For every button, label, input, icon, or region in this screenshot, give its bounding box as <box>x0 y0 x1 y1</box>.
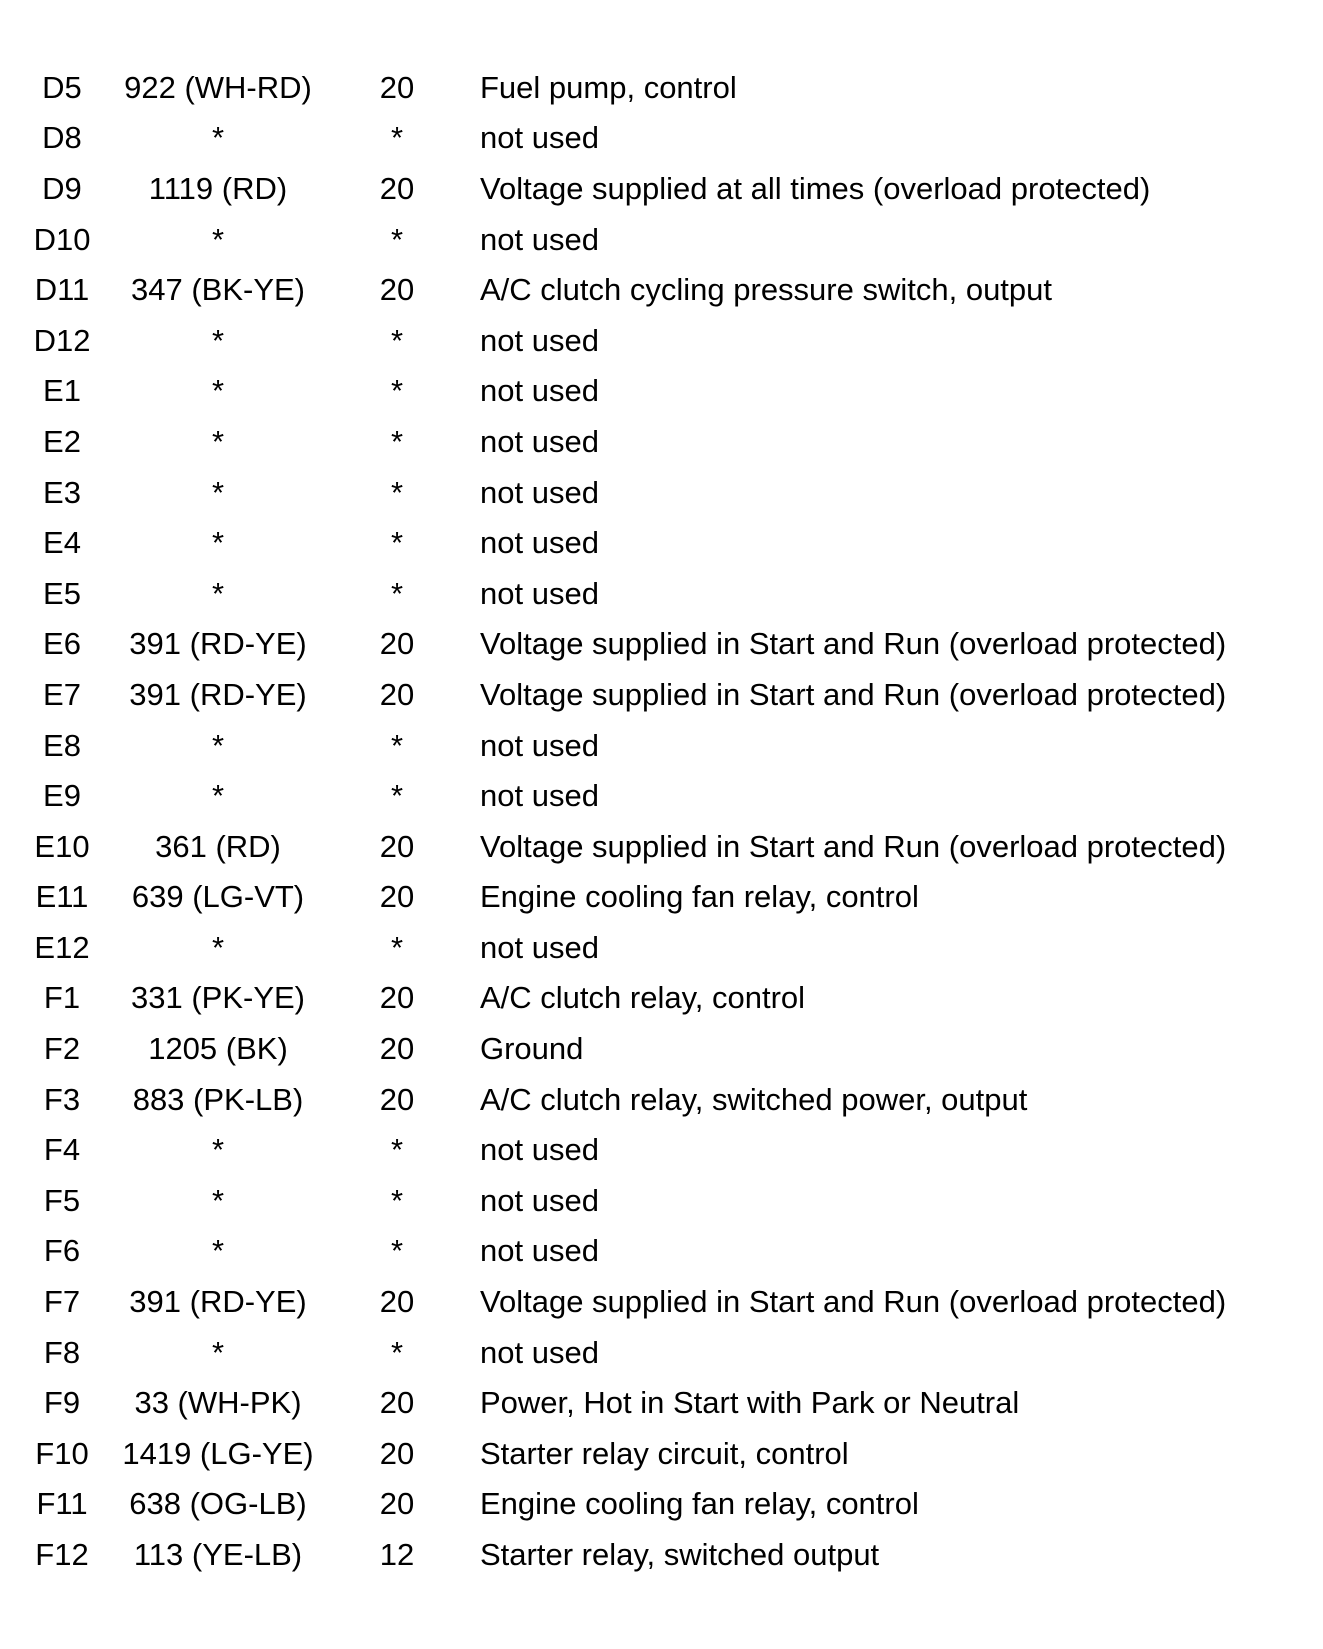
gauge-cell: 20 <box>379 1435 415 1471</box>
pin-cell: F10 <box>35 1435 89 1471</box>
table-row <box>17 264 1323 315</box>
pin-cell: F1 <box>43 980 81 1016</box>
circuit-cell: * <box>211 575 225 611</box>
circuit-cell: 391 (RD-YE) <box>129 1284 307 1320</box>
function-cell: Engine cooling fan relay, control <box>480 879 919 915</box>
table-row <box>17 1023 1323 1074</box>
gauge-cell: * <box>390 525 404 561</box>
table-row <box>17 619 1323 670</box>
gauge-cell: 20 <box>379 828 415 864</box>
table-row <box>17 1428 1323 1479</box>
function-cell: not used <box>480 929 599 965</box>
circuit-cell: 113 (YE-LB) <box>133 1537 303 1573</box>
pin-cell: D10 <box>33 221 91 257</box>
pin-cell: D9 <box>42 170 82 206</box>
circuit-cell: 391 (RD-YE) <box>129 626 307 662</box>
table-row <box>17 669 1323 720</box>
function-cell: Voltage supplied at all times (overload protected) <box>480 170 1151 206</box>
circuit-cell: * <box>211 727 225 763</box>
circuit-cell: 391 (RD-YE) <box>129 676 307 712</box>
circuit-cell: * <box>211 525 225 561</box>
gauge-cell: 20 <box>379 69 415 105</box>
function-cell: Voltage supplied in Start and Run (overload protected) <box>480 626 1227 662</box>
gauge-cell: * <box>390 474 404 510</box>
pin-cell: F6 <box>43 1233 81 1269</box>
circuit-cell: * <box>211 929 225 965</box>
gauge-cell: 20 <box>379 1284 415 1320</box>
table-row <box>17 973 1323 1024</box>
pin-cell: F9 <box>43 1385 81 1421</box>
gauge-cell: * <box>390 1182 404 1218</box>
table-row <box>17 720 1323 771</box>
table-row <box>17 770 1323 821</box>
table-row <box>17 1074 1323 1125</box>
pin-cell: D8 <box>42 120 82 156</box>
gauge-cell: * <box>390 1334 404 1370</box>
pin-cell: E2 <box>43 423 81 459</box>
table-row <box>17 1327 1323 1378</box>
circuit-cell: * <box>211 322 225 358</box>
circuit-cell: 361 (RD) <box>155 828 281 864</box>
gauge-cell: * <box>390 727 404 763</box>
table-row <box>17 1124 1323 1175</box>
function-cell: Fuel pump, control <box>480 69 737 105</box>
pin-cell: D5 <box>42 69 82 105</box>
pin-cell: D12 <box>33 322 91 358</box>
pin-cell: E3 <box>43 474 81 510</box>
pin-cell: F12 <box>35 1537 89 1573</box>
circuit-cell: * <box>211 221 225 257</box>
function-cell: Engine cooling fan relay, control <box>480 1486 919 1522</box>
pin-cell: E1 <box>43 373 81 409</box>
pin-cell: F2 <box>43 1031 81 1067</box>
gauge-cell: * <box>390 221 404 257</box>
circuit-cell: * <box>211 1182 225 1218</box>
pin-cell: E12 <box>34 929 90 965</box>
gauge-cell: 20 <box>379 1486 415 1522</box>
table-row <box>17 163 1323 214</box>
table-row <box>17 517 1323 568</box>
table-row <box>17 922 1323 973</box>
gauge-cell: * <box>390 778 404 814</box>
function-cell: A/C clutch relay, control <box>480 980 806 1016</box>
function-cell: not used <box>480 1233 599 1269</box>
function-cell: not used <box>480 727 599 763</box>
function-cell: Power, Hot in Start with Park or Neutral <box>480 1385 1020 1421</box>
table-row <box>17 467 1323 518</box>
circuit-cell: 331 (PK-YE) <box>130 980 305 1016</box>
pin-cell: F7 <box>43 1284 81 1320</box>
pin-cell: E4 <box>43 525 81 561</box>
function-cell: not used <box>480 1182 599 1218</box>
circuit-cell: 33 (WH-PK) <box>134 1385 302 1421</box>
circuit-cell: 639 (LG-VT) <box>131 879 305 915</box>
pin-cell: E8 <box>43 727 81 763</box>
function-cell: Voltage supplied in Start and Run (overload protected) <box>480 828 1227 864</box>
table-row <box>17 1175 1323 1226</box>
table-row <box>17 1377 1323 1428</box>
circuit-cell: 1119 (RD) <box>148 170 288 206</box>
function-cell: not used <box>480 373 599 409</box>
circuit-cell: 1205 (BK) <box>148 1031 288 1067</box>
pin-cell: F5 <box>43 1182 81 1218</box>
table-row <box>17 821 1323 872</box>
table-row <box>17 568 1323 619</box>
circuit-cell: 638 (OG-LB) <box>129 1486 307 1522</box>
pin-cell: E9 <box>43 778 81 814</box>
pin-cell: E11 <box>35 879 89 915</box>
table-row <box>17 1529 1323 1580</box>
pin-cell: E10 <box>34 828 90 864</box>
gauge-cell: * <box>390 322 404 358</box>
circuit-cell: * <box>211 1132 225 1168</box>
circuit-cell: * <box>211 778 225 814</box>
function-cell: not used <box>480 525 599 561</box>
pin-cell: F4 <box>43 1132 81 1168</box>
gauge-cell: * <box>390 120 404 156</box>
table-row <box>17 62 1323 113</box>
circuit-cell: 1419 (LG-YE) <box>122 1435 314 1471</box>
table-row <box>17 1276 1323 1327</box>
pin-cell: F3 <box>43 1081 81 1117</box>
gauge-cell: * <box>390 423 404 459</box>
table-row <box>17 1479 1323 1530</box>
gauge-cell: 20 <box>379 879 415 915</box>
table-row <box>17 1226 1323 1277</box>
circuit-cell: * <box>211 120 225 156</box>
function-cell: not used <box>480 575 599 611</box>
pin-cell: E7 <box>43 676 81 712</box>
circuit-cell: * <box>211 1233 225 1269</box>
table-row <box>17 113 1323 164</box>
gauge-cell: 20 <box>379 1081 415 1117</box>
function-cell: not used <box>480 778 599 814</box>
gauge-cell: 20 <box>379 1031 415 1067</box>
gauge-cell: * <box>390 373 404 409</box>
gauge-cell: 20 <box>379 1385 415 1421</box>
table-row <box>17 214 1323 265</box>
function-cell: not used <box>480 221 599 257</box>
pin-cell: D11 <box>34 272 90 308</box>
pin-cell: E6 <box>43 626 81 662</box>
function-cell: not used <box>480 474 599 510</box>
function-cell: Starter relay, switched output <box>480 1537 880 1573</box>
circuit-cell: * <box>211 1334 225 1370</box>
function-cell: Voltage supplied in Start and Run (overload protected) <box>480 676 1227 712</box>
gauge-cell: 20 <box>379 626 415 662</box>
pin-cell: F8 <box>43 1334 81 1370</box>
circuit-cell: * <box>211 423 225 459</box>
function-cell: not used <box>480 120 599 156</box>
table-row <box>17 366 1323 417</box>
gauge-cell: * <box>390 929 404 965</box>
pin-cell: F11 <box>36 1486 88 1522</box>
circuit-cell: 347 (BK-YE) <box>130 272 305 308</box>
function-cell: not used <box>480 1132 599 1168</box>
function-cell: Starter relay circuit, control <box>480 1435 849 1471</box>
table-row <box>17 315 1323 366</box>
function-cell: Ground <box>480 1031 584 1067</box>
function-cell: not used <box>480 423 599 459</box>
pin-cell: E5 <box>43 575 81 611</box>
table-row <box>17 416 1323 467</box>
gauge-cell: * <box>390 1132 404 1168</box>
gauge-cell: 20 <box>379 980 415 1016</box>
function-cell: A/C clutch relay, switched power, output <box>480 1081 1028 1117</box>
function-cell: not used <box>480 322 599 358</box>
gauge-cell: 20 <box>379 676 415 712</box>
circuit-cell: 883 (PK-LB) <box>132 1081 304 1117</box>
function-cell: not used <box>480 1334 599 1370</box>
circuit-cell: * <box>211 373 225 409</box>
gauge-cell: 12 <box>379 1537 415 1573</box>
table-row <box>17 872 1323 923</box>
gauge-cell: 20 <box>379 272 415 308</box>
gauge-cell: * <box>390 575 404 611</box>
circuit-cell: 922 (WH-RD) <box>124 69 312 105</box>
gauge-cell: 20 <box>379 170 415 206</box>
function-cell: A/C clutch cycling pressure switch, output <box>480 272 1053 308</box>
circuit-cell: * <box>211 474 225 510</box>
gauge-cell: * <box>390 1233 404 1269</box>
function-cell: Voltage supplied in Start and Run (overload protected) <box>480 1284 1227 1320</box>
